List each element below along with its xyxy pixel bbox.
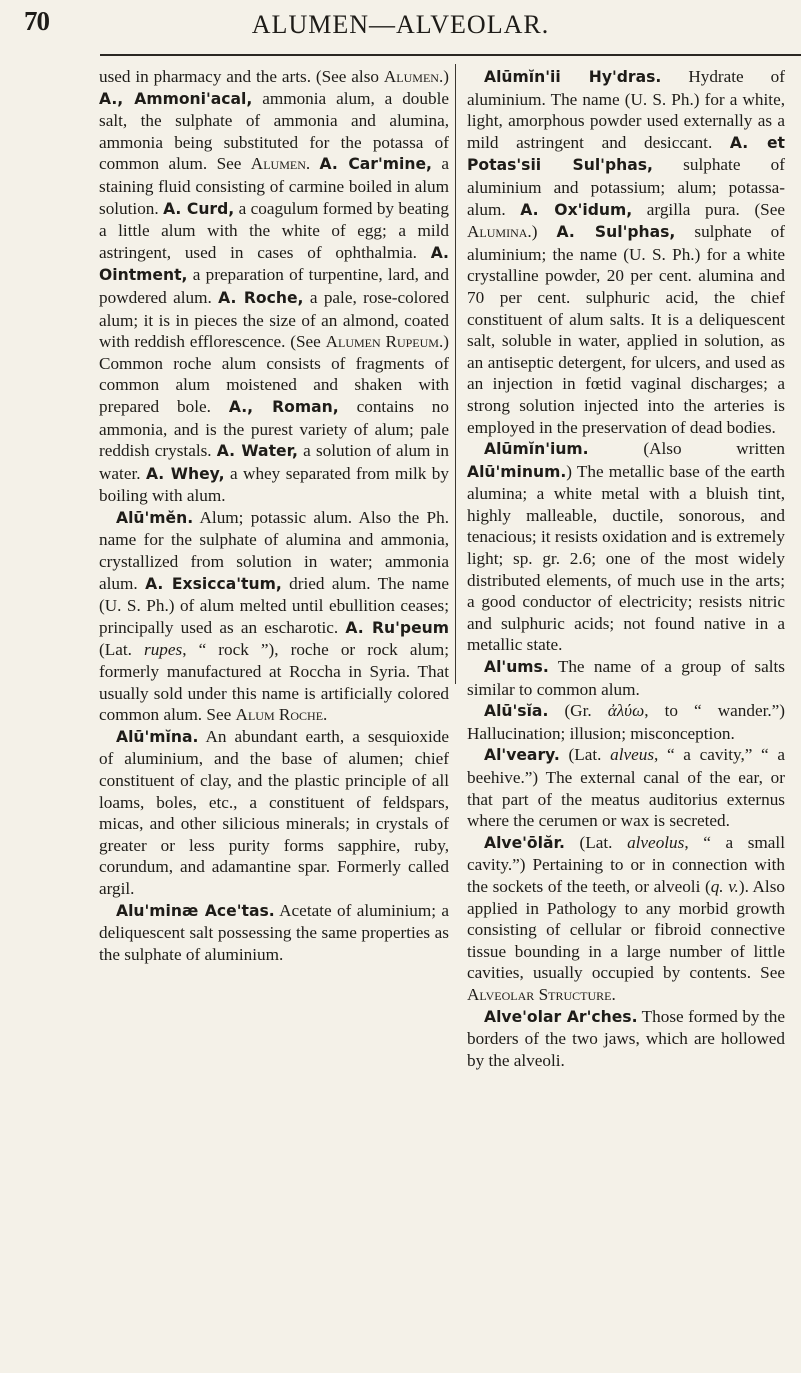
entry-aluminii-hydras bbox=[467, 66, 785, 438]
headword: Alū'sĭa. bbox=[484, 702, 549, 721]
entry-text: .) Common roche alum consists of fragments of common alum moistened and shaken with prepared bole. bbox=[99, 332, 449, 416]
entry-text: a solution of alum in water. bbox=[99, 441, 449, 483]
entry-text: , “ a cavity,” “ a beehive.”) The external canal of the ear, or that part of the meatus auditorius externus where the cerumen or wax is secreted. bbox=[467, 745, 785, 831]
cross-reference: Alumina bbox=[467, 222, 528, 242]
entry-text: a whey separated from milk by boiling with alum. bbox=[99, 463, 449, 506]
headword: A. Curd, bbox=[163, 199, 235, 218]
entry-text: Alum; potassic alum. Also the Ph. name for the sulphate of alumina and ammonia, crystallized from solution in water; ammonia alum. bbox=[99, 507, 449, 593]
entry-text: a pale, rose-colored alum; it is in pieces the size of an almond, coated with reddish efflorescence. (See bbox=[99, 287, 449, 352]
entry-text: used in pharmacy and the arts. (See also bbox=[99, 67, 384, 86]
headword: A. Exsicca'tum, bbox=[145, 574, 282, 593]
headword: Al'ums. bbox=[484, 658, 549, 677]
entry-text: (Lat. bbox=[99, 640, 144, 660]
headword: A. Ointment, bbox=[99, 243, 449, 285]
entry-text: An abundant earth, a sesquioxide of aluminium, and the base of alumen; chief constituent of clay, and the plastic principle of all loams, boles, etc., a constituent of feldspars, micas, and other silicious minerals; in crystals of greater or less purity forms sapphire, ruby, corundum, and adamantine spar. Formerly called argil. bbox=[99, 726, 449, 898]
latin-term: alveolus bbox=[627, 832, 685, 852]
running-head: ALUMEN—ALVEOLAR. bbox=[251, 10, 550, 39]
entry-alumen-continued bbox=[99, 66, 449, 507]
entry-text: The name of a group of salts similar to common alum. bbox=[467, 657, 785, 699]
entry-text: ). Also applied in Pathology to any morbid growth consisting of cellular or fibroid connective tissue bounding in a large number of little cavities, usually occupied by contents. See bbox=[467, 876, 785, 983]
entry-text: , “ rock ”), roche or rock alum; formerly manufactured at Roccha in Syria. That usually sold under this name is artificially colored common alum. See bbox=[99, 640, 449, 725]
headword: Alū'mĕn. bbox=[116, 508, 194, 527]
entry-text: (Gr. bbox=[548, 701, 608, 721]
entry-text: ) The metallic base of the earth alumina; a white metal with a bluish tint, highly malleable, ductile, sonorous, and tenacious; it resists oxidation and is extremely light; sp. gr. 2.6; one of the most widely distributed elements, of much use in the arts; a good conductor of electricity; resists nitric and sulphuric acids; not found native in a metallic state. bbox=[467, 461, 785, 655]
headword: Al'veary. bbox=[484, 746, 560, 765]
entry-text: a staining fluid consisting of carmine boiled in alum solution. bbox=[99, 154, 449, 218]
headword: A. Ru'peum bbox=[345, 618, 449, 637]
cross-reference: Alum Roche bbox=[235, 705, 324, 725]
headword: Alūmĭn'ii Hy'dras. bbox=[484, 68, 662, 86]
cross-reference: Alumen Rupeum bbox=[325, 332, 439, 352]
entry-alusia bbox=[467, 700, 785, 744]
headword: A. Water, bbox=[216, 442, 298, 461]
headword: A., Roman, bbox=[228, 397, 339, 416]
entry-text: (Also written bbox=[588, 439, 785, 459]
headword: Alūmĭn'ium. bbox=[484, 440, 589, 459]
headword: Alū'mĭna. bbox=[116, 727, 199, 746]
headword: A. Sul'phas, bbox=[556, 223, 676, 242]
entry-aluminium bbox=[467, 438, 785, 656]
entry-alveary bbox=[467, 744, 785, 831]
entry-alveolar-arches bbox=[467, 1006, 785, 1072]
entry-text: .) bbox=[527, 222, 557, 242]
column-divider bbox=[455, 64, 456, 684]
page-number: 70 bbox=[24, 6, 49, 36]
entry-text: . bbox=[305, 154, 320, 174]
entry-text: dried alum. The name (U. S. Ph.) of alum melted until ebullition ceases; principally used as an escharotic. bbox=[99, 573, 449, 637]
entry-text: a preparation of turpentine, lard, and powdered alum. bbox=[99, 265, 449, 307]
entry-alums bbox=[467, 656, 785, 700]
headword: Alu'minæ Ace'tas. bbox=[116, 901, 275, 920]
entry-text: , to “ wander.”) Hallucination; illusion; misconception. bbox=[467, 701, 785, 743]
headword: A., Ammoni'acal, bbox=[99, 89, 253, 108]
headword: A. Whey, bbox=[145, 464, 225, 483]
entry-text: ammonia alum, a double salt, the sulphate of ammonia and alumina, ammonia being substituted for the potassa of common alum. See bbox=[99, 88, 449, 174]
entry-text: Acetate of aluminium; a deliquescent salt possessing the same properties as the sulphate of aluminium. bbox=[99, 900, 449, 964]
entry-text: . bbox=[323, 705, 328, 725]
greek-term: ἀλύω bbox=[607, 701, 645, 721]
cross-reference: Alveolar Structure bbox=[467, 984, 612, 1004]
headword: Alū'minum. bbox=[467, 462, 567, 481]
header-rule bbox=[100, 54, 801, 56]
headword: A. Ox'idum, bbox=[520, 200, 633, 219]
entry-alumen bbox=[99, 507, 449, 726]
headword: Alve'ōlăr. bbox=[484, 833, 565, 852]
entry-text: , “ a small cavity.”) Pertaining to or in connection with the sockets of the teeth, or alveoli ( bbox=[467, 832, 785, 896]
entry-text: argilla pura. (See bbox=[632, 199, 785, 219]
latin-term: alveus bbox=[610, 745, 655, 765]
entry-text: . bbox=[611, 984, 616, 1004]
entry-text: contains no ammonia, and is the purest variety of alum; pale reddish crystals. bbox=[99, 396, 449, 461]
headword: Alve'olar Ar'ches. bbox=[484, 1007, 638, 1026]
headword: A. Car'mine, bbox=[319, 155, 432, 174]
entry-alveolar bbox=[467, 832, 785, 1006]
right-column bbox=[467, 66, 785, 1071]
entry-text: (Lat. bbox=[559, 745, 611, 765]
cross-reference: Alumen bbox=[250, 154, 306, 174]
entry-text: .) bbox=[438, 67, 449, 86]
latin-term: rupes bbox=[144, 640, 183, 660]
entry-text: sulphate of aluminium and potassium; alum; potassa-alum. bbox=[467, 155, 785, 219]
entry-text: (Lat. bbox=[564, 832, 628, 852]
entry-text: sulphate of aluminium; the name (U. S. Ph.) for a white crystalline powder, 20 per cent. alumina and 70 per cent. sulphuric acid, the chief constituent of alum salts. It is a deliquescent salt, soluble in water, applied in solution, as an antiseptic detergent, for ulcers, and used as an injection in fœtid vaginal discharges; a strong solution injected into the arteries is employed in the preservation of dead bodies. bbox=[467, 222, 785, 437]
entry-text: Hydrate of aluminium. The name (U. S. Ph.) for a white, light, amorphous powder used externally as a mild astringent and desiccant. bbox=[467, 67, 785, 152]
latin-term: q. v. bbox=[710, 876, 739, 896]
entry-alumina bbox=[99, 726, 449, 900]
cross-reference: Alumen bbox=[383, 67, 439, 86]
entry-text: Those formed by the borders of the two jaws, which are hollowed by the alveoli. bbox=[467, 1006, 785, 1070]
entry-aluminae-acetas bbox=[99, 900, 449, 966]
entry-text: a coagulum formed by beating a little alum with the white of egg; a mild astringent, used in cases of ophthalmia. bbox=[99, 198, 449, 262]
headword: A. et Potas'sii Sul'phas, bbox=[467, 133, 785, 175]
left-column bbox=[99, 66, 449, 965]
headword: A. Roche, bbox=[218, 288, 304, 307]
